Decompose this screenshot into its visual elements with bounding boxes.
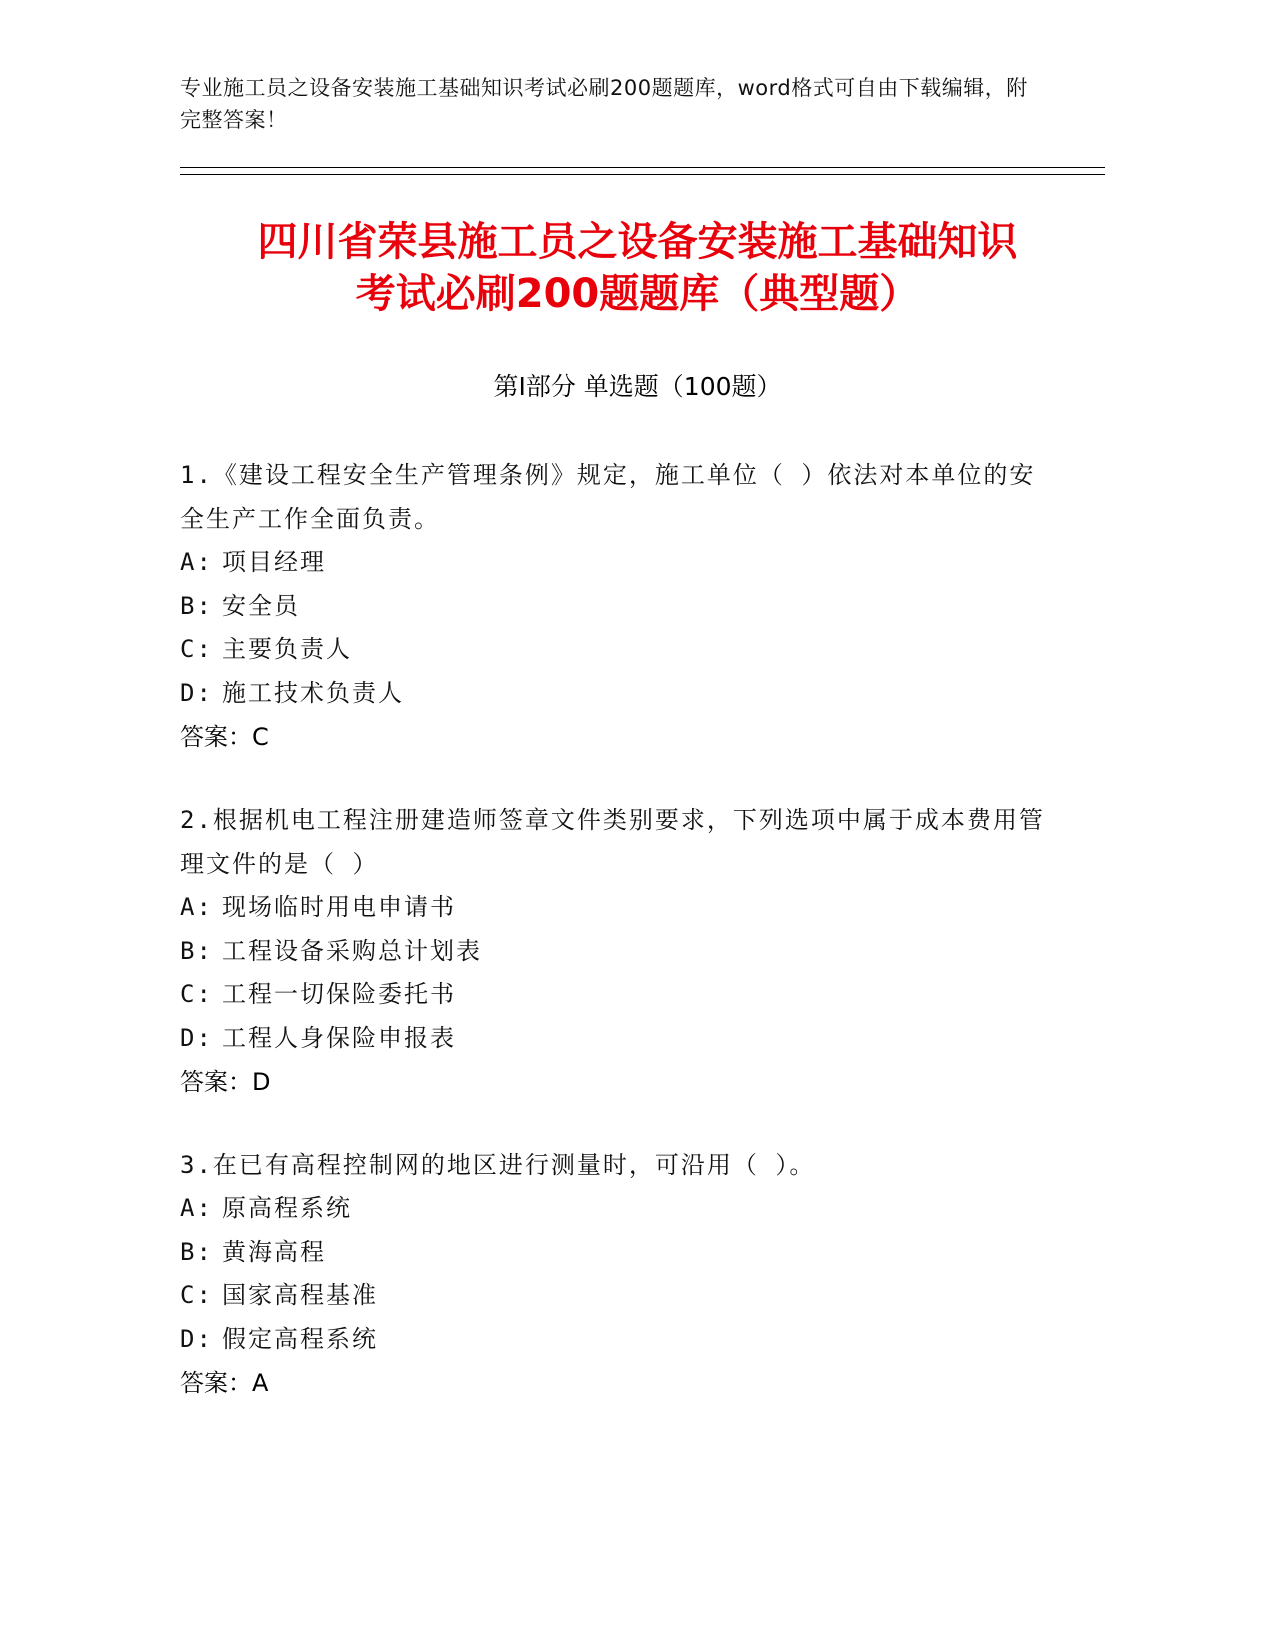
answer: 答案：A bbox=[180, 1369, 269, 1397]
option-text: 施工技术负责人 bbox=[222, 678, 404, 707]
option-a bbox=[180, 1187, 1060, 1231]
option-letter: D: bbox=[180, 1023, 213, 1052]
header-note: 专业施工员之设备安装施工基础知识考试必刷200题题库，word格式可自由下载编辑，附完整答案！ bbox=[180, 76, 1028, 132]
document-title-line-1: 四川省荣县施工员之设备安装施工基础知识 bbox=[257, 219, 1018, 265]
option-letter: A: bbox=[180, 1194, 213, 1222]
question-1 bbox=[180, 453, 1060, 759]
option-d bbox=[180, 1318, 1060, 1362]
option-text: 工程设备采购总计划表 bbox=[222, 936, 482, 965]
option-letter: C: bbox=[180, 1281, 213, 1309]
option-b bbox=[180, 585, 1060, 629]
answer: 答案：D bbox=[180, 1068, 271, 1096]
option-b bbox=[180, 1231, 1060, 1275]
option-c bbox=[180, 973, 1060, 1017]
question-stem: 3.在已有高程控制网的地区进行测量时，可沿用（ ）。 bbox=[180, 1151, 816, 1179]
option-letter: B: bbox=[180, 1237, 213, 1266]
option-text: 工程人身保险申报表 bbox=[222, 1023, 456, 1052]
option-c bbox=[180, 628, 1060, 672]
option-letter: A: bbox=[180, 893, 213, 921]
option-letter: B: bbox=[180, 591, 213, 620]
option-letter: C: bbox=[180, 980, 213, 1008]
question-2 bbox=[180, 798, 1060, 1104]
option-text: 主要负责人 bbox=[222, 635, 352, 663]
option-c bbox=[180, 1274, 1060, 1318]
document-title-line-2: 考试必刷200题题库（典型题） bbox=[355, 271, 920, 317]
option-letter: A: bbox=[180, 548, 213, 576]
option-a bbox=[180, 541, 1060, 585]
option-letter: D: bbox=[180, 678, 213, 707]
option-text: 工程一切保险委托书 bbox=[222, 980, 456, 1008]
option-text: 原高程系统 bbox=[222, 1194, 352, 1222]
document-title bbox=[150, 216, 1125, 320]
option-letter: B: bbox=[180, 936, 213, 965]
option-d bbox=[180, 672, 1060, 716]
answer: 答案：C bbox=[180, 723, 269, 751]
question-3 bbox=[180, 1143, 1060, 1405]
option-text: 国家高程基准 bbox=[222, 1281, 378, 1309]
option-d bbox=[180, 1017, 1060, 1061]
option-a bbox=[180, 886, 1060, 930]
question-stem: 2.根据机电工程注册建造师签章文件类别要求，下列选项中属于成本费用管理文件的是（ ） bbox=[180, 806, 1045, 878]
option-text: 假定高程系统 bbox=[222, 1324, 378, 1353]
option-b bbox=[180, 930, 1060, 974]
header-divider-top bbox=[180, 167, 1105, 168]
option-text: 黄海高程 bbox=[222, 1237, 326, 1266]
question-stem: 1.《建设工程安全生产管理条例》规定，施工单位（ ）依法对本单位的安全生产工作全面负责。 bbox=[180, 461, 1036, 533]
question-list bbox=[180, 453, 1060, 1444]
option-letter: D: bbox=[180, 1324, 213, 1353]
option-text: 项目经理 bbox=[222, 548, 326, 576]
header-divider-bottom bbox=[180, 174, 1105, 175]
option-text: 安全员 bbox=[222, 591, 300, 620]
option-letter: C: bbox=[180, 635, 213, 663]
section-heading: 第Ⅰ部分 单选题（100题） bbox=[493, 372, 782, 401]
option-text: 现场临时用电申请书 bbox=[222, 893, 456, 921]
